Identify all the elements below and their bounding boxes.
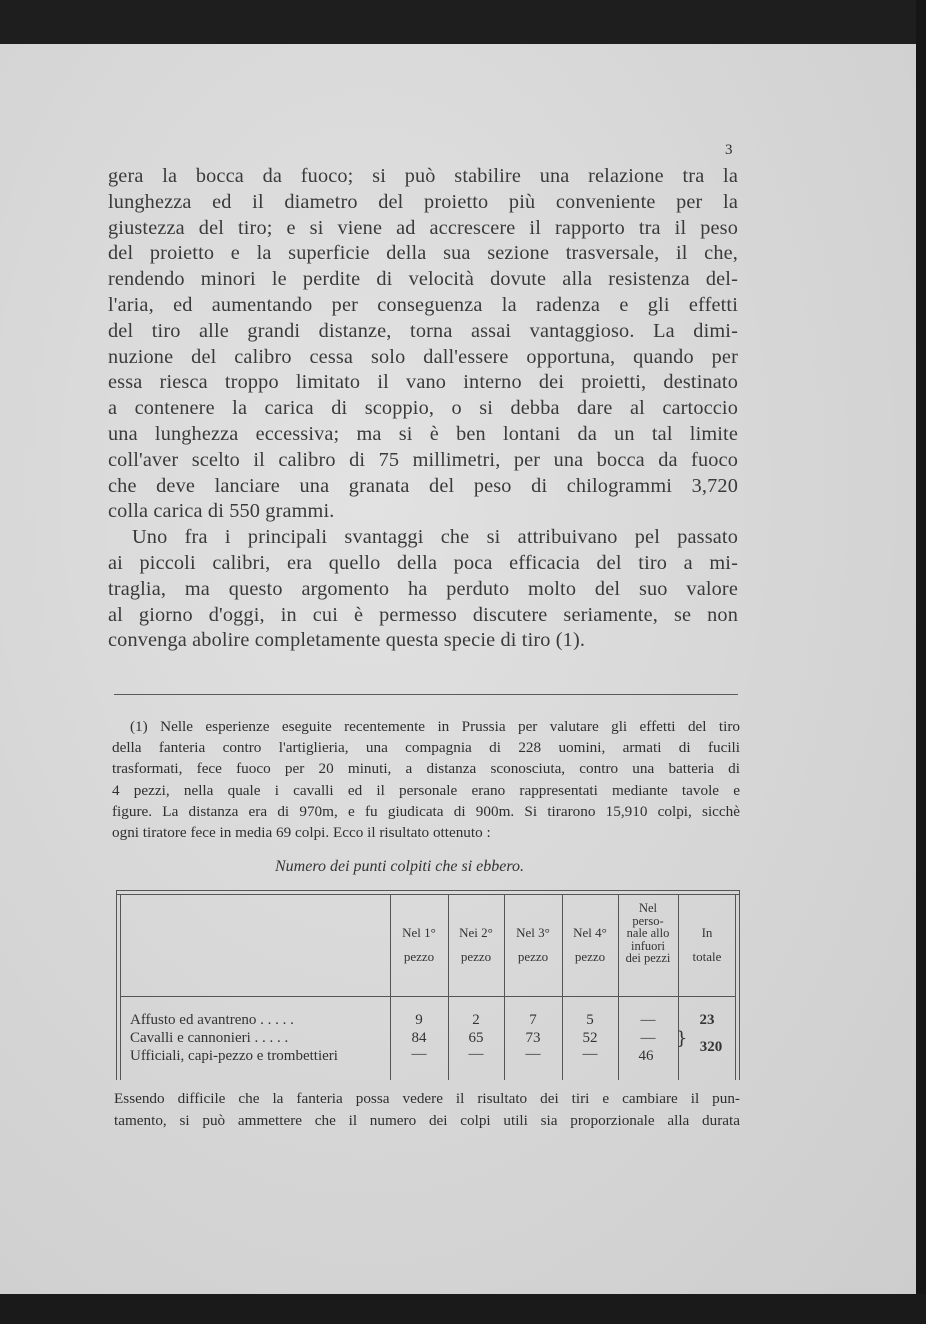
table-cell: 46 (638, 1048, 654, 1064)
footnote-line: 4 pezzi, nella quale i cavalli ed il personale erano rappresentati mediante tavole e (112, 781, 740, 799)
scan-border-right (916, 0, 926, 1324)
text-line: gera la bocca da fuoco; si può stabilire una relazione tra la (108, 165, 738, 187)
table-cell: 73 (525, 1030, 541, 1046)
table-cell: 7 (529, 1012, 537, 1028)
footnote-line: figure. La distanza era di 970m, e fu giudicata di 900m. Si tirarono 15,910 colpi, sicchè (112, 802, 740, 820)
continuation-text (114, 1088, 740, 1132)
text-line: convenga abolire completamente questa specie di tiro (1). (108, 629, 586, 652)
text-line: traglia, ma questo argomento ha perduto molto del suo valore (108, 577, 738, 600)
text-line: lunghezza ed il diametro del proietto più conveniente per la (108, 190, 738, 213)
text-line: Essendo difficile che la fanteria possa vedere il risultato dei tiri e cambiare il pun- (114, 1090, 740, 1107)
table-border-right (739, 890, 740, 1080)
table-cell: 9 (415, 1012, 423, 1028)
row-label: Ufficiali, capi-pezzo e trombettieri (130, 1048, 338, 1064)
table-cell: 2 (472, 1012, 480, 1028)
table-cell: — (582, 1046, 598, 1062)
header-col-5: Nel perso- nale allo infuori dei pezzi (625, 901, 671, 966)
results-table (116, 890, 740, 1080)
text-line: del proietto e la superficie della sua sezione trasversale, il che, (108, 242, 738, 265)
text-line: tamento, si può ammettere che il numero dei colpi utili sia proporzionale alla durata (114, 1112, 740, 1129)
text-line: ai piccoli calibri, era quello della poca efficacia del tiro a mi- (108, 551, 738, 574)
header-col-1: Nel 1° pezzo (402, 925, 436, 964)
main-text (108, 164, 738, 654)
scan-border-bottom (0, 1294, 926, 1324)
table-cell: — (640, 1012, 656, 1028)
header-col-6: In totale (692, 925, 722, 964)
footnote-line: (1) Nelle esperienze eseguite recentemente in Prussia per valutare gli effetti del tiro (130, 718, 740, 735)
footnote-line: della fanteria contro l'artiglieria, una compagnia di 228 uomini, armati di fucili (112, 739, 740, 757)
text-line: essa riesca troppo limitato il vano interno dei proietti, destinato (108, 371, 738, 394)
row-label: Affusto ed avantreno . . . . . (130, 1012, 294, 1028)
table-cell: 5 (586, 1012, 594, 1028)
table-cell: — (525, 1046, 541, 1062)
text-line: a contenere la carica di scoppio, o si debba dare al cartoccio (108, 397, 738, 420)
text-line: l'aria, ed aumentando per conseguenza la radenza e gli effetti (108, 293, 738, 316)
table-cell: 84 (411, 1030, 427, 1046)
text-line: Uno fra i principali svantaggi che si attribuivano pel passato (132, 526, 738, 549)
text-line: nuzione del calibro cessa solo dall'essere opportuna, quando per (108, 345, 738, 368)
header-col-3: Nel 3° pezzo (516, 925, 550, 964)
table-cell: — (640, 1030, 656, 1046)
table-cell: — (468, 1046, 484, 1062)
table-border-left (116, 890, 117, 1080)
row-label: Cavalli e cannonieri . . . . . (130, 1030, 289, 1046)
footnote (112, 716, 740, 843)
text-line: al giorno d'oggi, in cui è permesso discutere seriamente, se non (108, 603, 738, 626)
brace: } (676, 1028, 688, 1049)
text-line: rendendo minori le perdite di velocità dovute alla resistenza del- (108, 268, 738, 291)
footnote-line: ogni tiratore fece in media 69 colpi. Ecco il risultato ottenuto : (112, 823, 491, 841)
table-caption: Numero dei punti colpiti che si ebbero. (275, 858, 524, 875)
text-line: giustezza del tiro; e si viene ad accrescere il rapporto tra il peso (108, 216, 738, 239)
table-top-rule (116, 890, 740, 895)
table-cell: 52 (582, 1030, 598, 1046)
header-rule (120, 996, 736, 997)
merged-total-cell: 320 (699, 1039, 723, 1055)
footnote-line: trasformati, fece fuoco per 20 minuti, a distanza sconosciuta, contro una batteria di (112, 760, 740, 778)
text-line: che deve lanciare una granata del peso di chilogrammi 3,720 (108, 474, 738, 497)
scan-border-top (0, 0, 926, 44)
table-border-left-inner (120, 894, 121, 1080)
table-cell: — (411, 1046, 427, 1062)
footnote-divider (114, 694, 738, 695)
header-col-2: Nei 2° pezzo (459, 925, 493, 964)
text-line: una lunghezza eccessiva; ma si è ben lontani da un tal limite (108, 422, 738, 445)
text-line: colla carica di 550 grammi. (108, 500, 335, 523)
text-line: del tiro alle grandi distanze, torna assai vantaggioso. La dimi- (108, 319, 738, 342)
table-cell: 23 (699, 1012, 715, 1028)
header-col-4: Nel 4° pezzo (573, 925, 607, 964)
column-divider (678, 894, 679, 1080)
table-cell: 65 (468, 1030, 484, 1046)
page-number: 3 (725, 142, 733, 158)
text-line: coll'aver scelto il calibro di 75 millimetri, per una bocca da fuoco (108, 448, 738, 471)
